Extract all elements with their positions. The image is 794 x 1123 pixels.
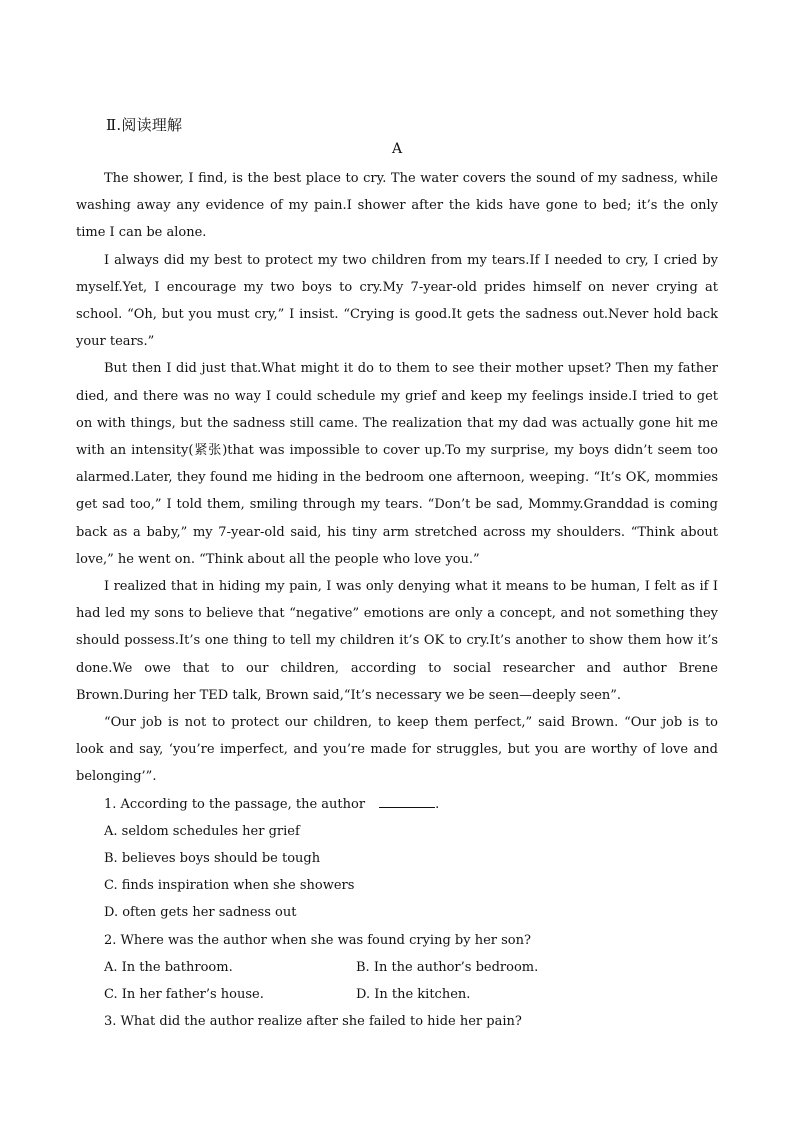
paragraph-4: I realized that in hiding my pain, I was only denying what it means to be human, I felt as if I had led my sons to believe that “negative” emotions are only a concept, and not something they should possess.It’s one thing to tell my children it’s OK to cry.It’s another to show them how it’s done.We owe that to our children, according to social researcher and author Brene Brown.During her TED talk, Brown said,“It’s necessary we be seen—deeply seen”. [76,579,718,703]
question-1: 1. According to the passage, the author . [104,796,440,812]
answer-blank [379,795,435,808]
question-2-options-row-1 [76,954,718,981]
passage-content [76,165,718,1036]
question-1-option-a: A. seldom schedules her grief [104,823,300,839]
question-2-stem: 2. Where was the author when she was found crying by her son? [104,932,531,948]
paragraph-2: I always did my best to protect my two children from my tears.If I needed to cry, I cried by myself.Yet, I encourage my two boys to cry.My 7-year-old prides himself on never crying at school. “Oh, but you must cry,” I insist. “Crying is good.It gets the sadness out.Never hold back your tears.” [76,252,718,350]
paragraph-1: The shower, I find, is the best place to cry. The water covers the sound of my sadness, while washing away any evidence of my pain.I shower after the kids have gone to bed; it’s the only time I can be alone. [76,171,718,241]
question-1-option-b: B. believes boys should be tough [104,851,321,867]
passage-label: A [391,141,403,157]
question-1-stem: 1. According to the passage, the author [104,796,366,812]
question-2-options-row-2 [76,981,718,1008]
question-1-option-c: C. finds inspiration when she showers [104,878,355,894]
question-2-option-c: C. In her father’s house. [104,987,264,1003]
question-2-option-a: A. In the bathroom. [104,959,233,975]
question-2-option-b: B. In the author’s bedroom. [356,959,539,975]
paragraph-5: “Our job is not to protect our children, to keep them perfect,” said Brown. “Our job is to look and say, ‘you’re imperfect, and you’re made for struggles, but you are worthy of love and belonging’”. [76,715,718,785]
question-1-option-d: D. often gets her sadness out [104,905,297,921]
section-heading: Ⅱ.阅读理解 [106,116,183,134]
question-2-option-d: D. In the kitchen. [356,987,471,1003]
question-3-stem: 3. What did the author realize after she failed to hide her pain? [104,1014,522,1030]
paragraph-3: But then I did just that.What might it do to them to see their mother upset? Then my father died, and there was no way I could schedule my grief and keep my feelings inside.I tried to get on with things, but the sadness still came. The realization that my dad was actually gone hit me with an intensity(紧张)that was impossible to cover up.To my surprise, my boys didn’t seem too alarmed.Later, they found me hiding in the bedroom one afternoon, weeping. “It’s OK, mommies get sad too,” I told them, smiling through my tears. “Don’t be sad, Mommy.Granddad is coming back as a baby,” my 7-year-old said, his tiny arm stretched across my shoulders. “Think about love,” he went on. “Think about all the people who love you.” [76,361,718,567]
